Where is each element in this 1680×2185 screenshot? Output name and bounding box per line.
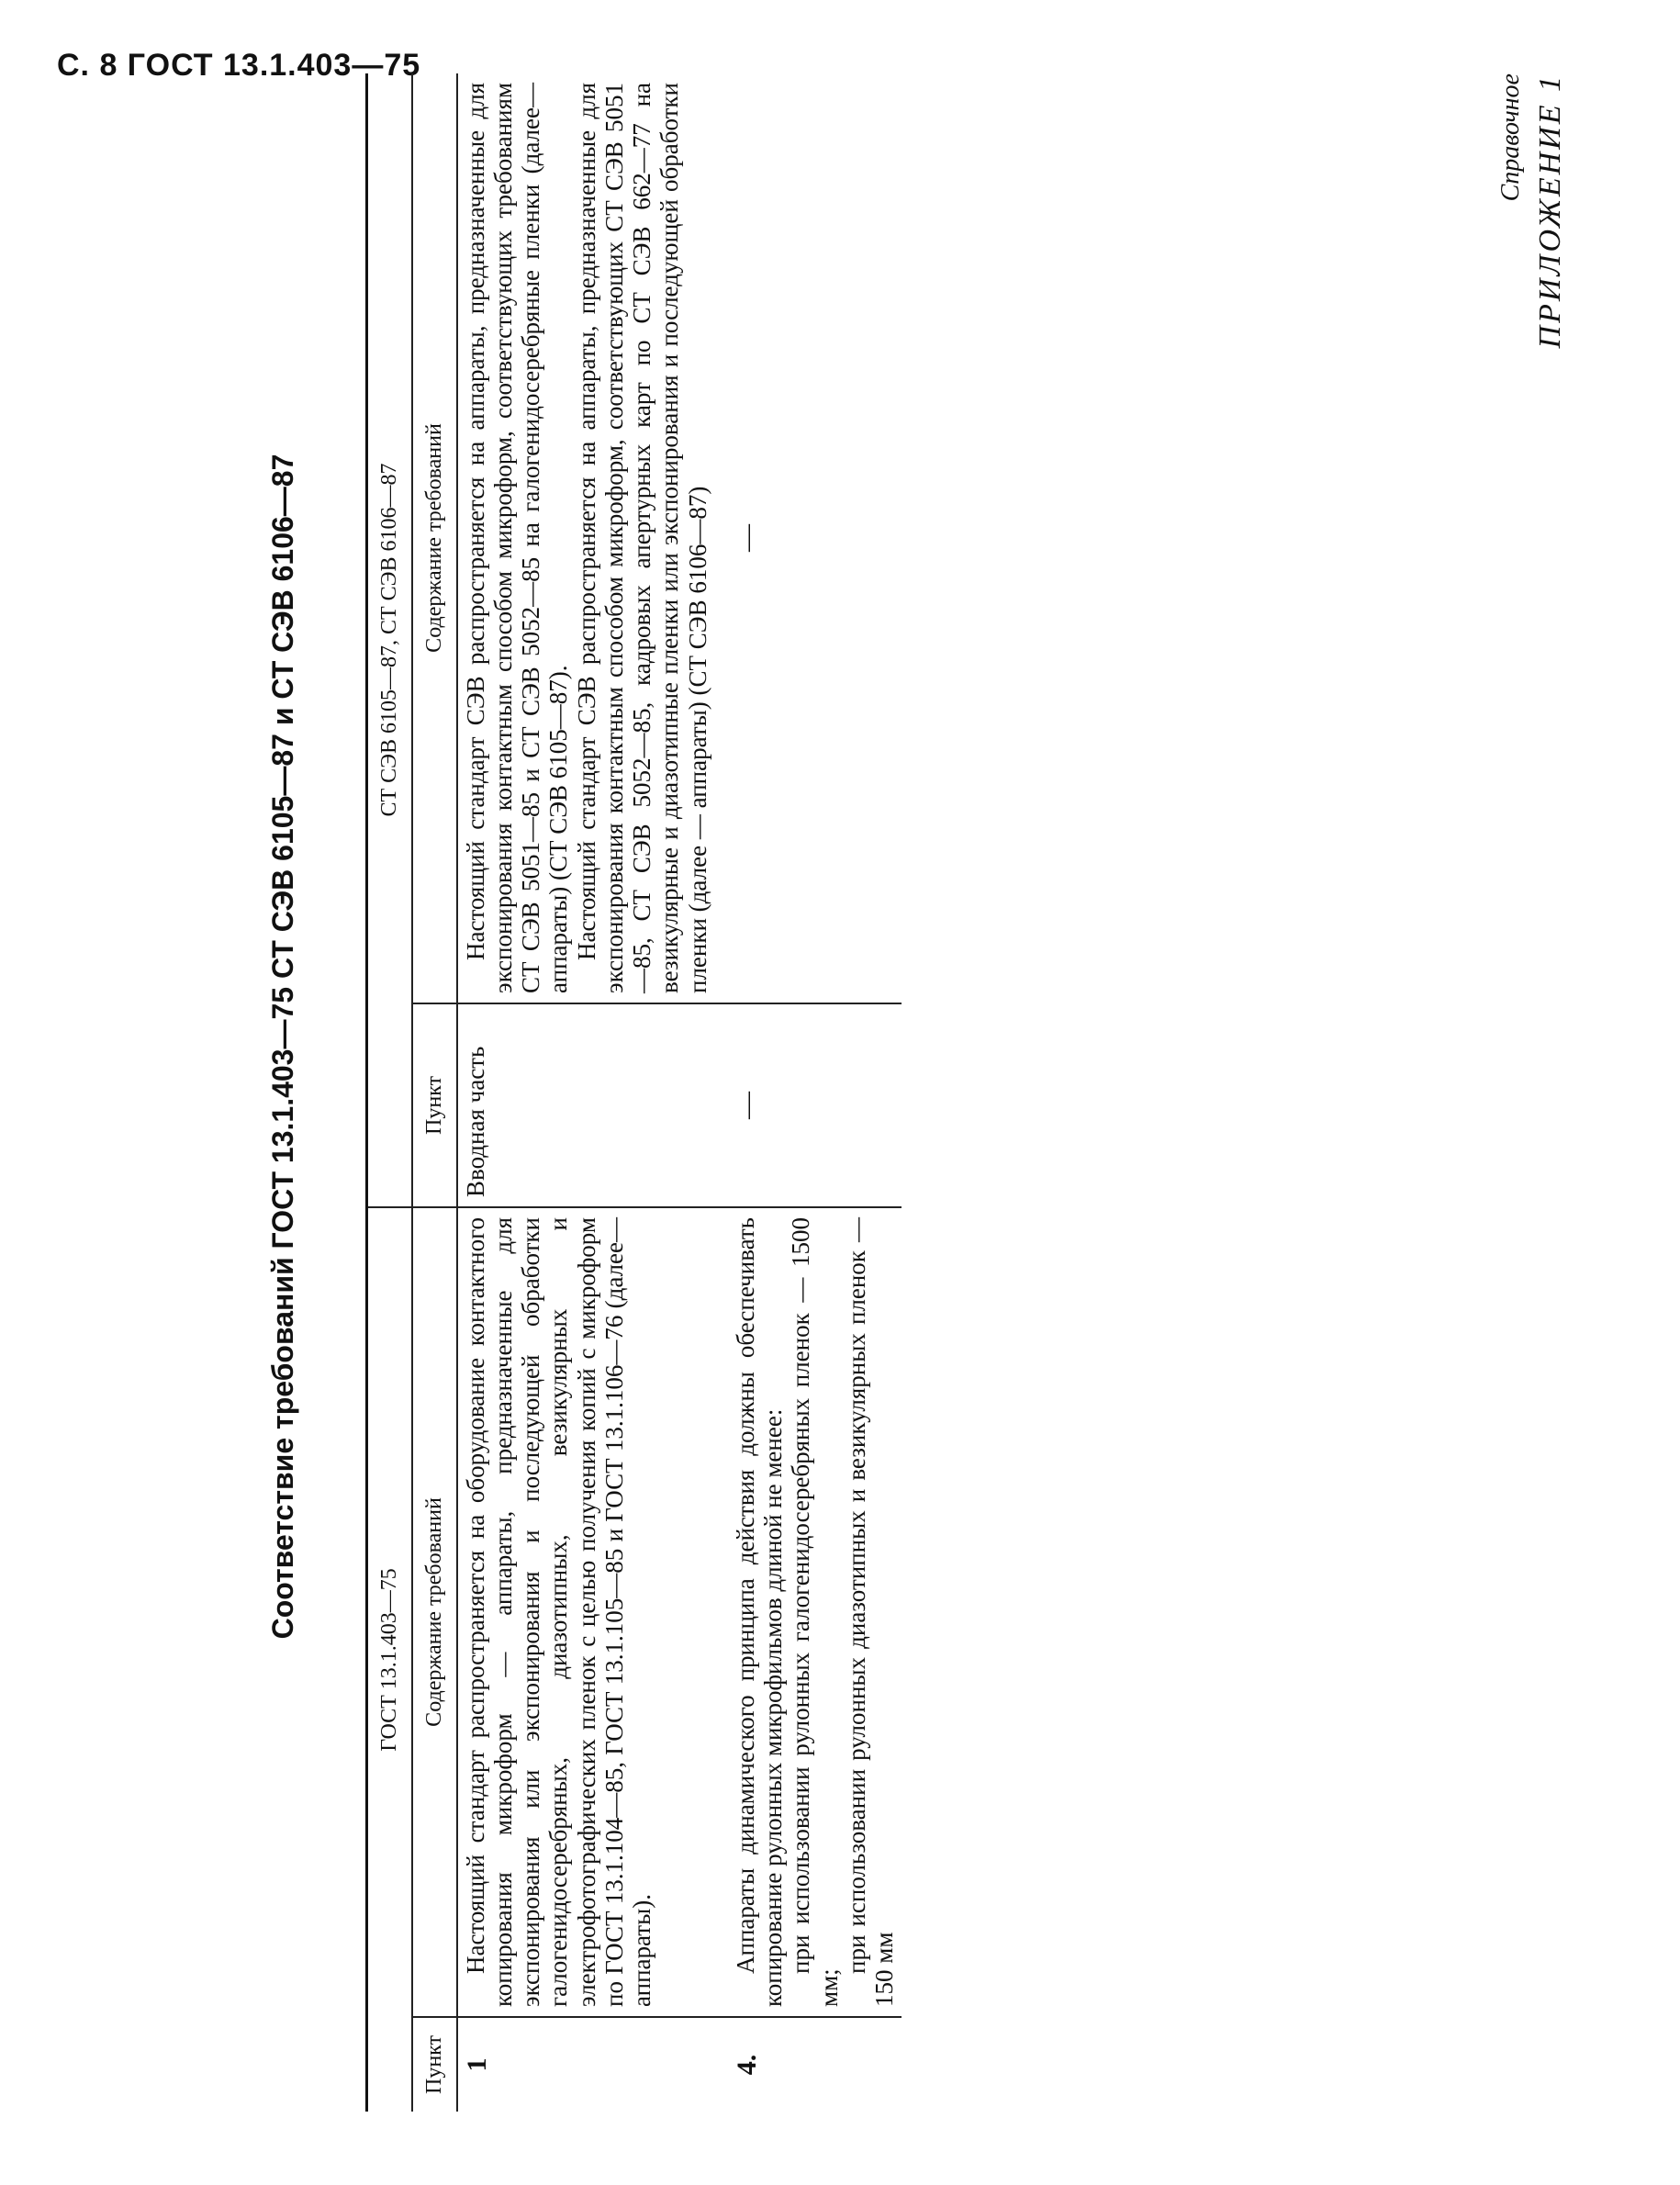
header-group-gost: ГОСТ 13.1.403—75 xyxy=(367,1207,412,2112)
requirement-paragraph: при использовании рулонных галогенидосеребряных пленок — 1500 мм; xyxy=(787,1217,843,2007)
requirement-text xyxy=(457,1207,715,2017)
document-title: Соответствие требований ГОСТ 13.1.403—75 СТ СЭВ 6105—87 и СТ СЭВ 6106—87 xyxy=(266,454,299,1640)
header-item-right: Пункт xyxy=(412,1003,457,1207)
requirement-paragraph: Настоящий стандарт распространяется на оборудование контактного копирования микроформ — аппараты, предназначенные для экспонирования или экспонирования и последующей обработки галогенидосеребряных, диазотипных, везикулярных и электрофотографических пленок с целью получения копий с микроформ по ГОСТ 13.1.104—85, ГОСТ 13.1.105—85 и ГОСТ 13.1.106—76 (далее—аппараты). xyxy=(461,1217,656,2007)
header-group-st-sev: СТ СЭВ 6105—87, СТ СЭВ 6106—87 xyxy=(367,73,412,1207)
appendix-title: ПРИЛОЖЕНИЕ 1 xyxy=(1533,73,1567,349)
header-content-right: Содержание требований xyxy=(412,73,457,1003)
requirement-paragraph: Настоящий стандарт СЭВ распространяется на аппараты, предназначенные для экспонирования контактным способом микроформ, соответствующих СТ СЭВ 5051—85, СТ СЭВ 5052—85, кадровых апертурных карт по СТ СЭВ 662—77 на везикулярные и диазотипные пленки или экспонирования и последующей обработки пленки (далее — аппараты) (СТ СЭВ 6106—87) xyxy=(572,83,711,993)
page-header: С. 8 ГОСТ 13.1.403—75 xyxy=(57,48,421,83)
header-item-left: Пункт xyxy=(412,2017,457,2112)
table-row xyxy=(457,73,715,2112)
item-label: Вводная часть xyxy=(457,1003,715,1207)
item-dash: — xyxy=(715,1003,902,1207)
requirement-paragraph: при использовании рулонных диазотипных и везикулярных пленок — 150 мм xyxy=(842,1217,899,2007)
requirement-text xyxy=(457,73,715,1003)
requirement-text xyxy=(715,1207,902,2017)
rotated-content xyxy=(266,37,1680,2112)
correspondence-table xyxy=(365,73,902,2112)
header-content-left: Содержание требований xyxy=(412,1207,457,2017)
requirement-paragraph: Настоящий стандарт СЭВ распространяется на аппараты, предназначенные для экспонирования контактным способом микроформ, соответствующих требованиям СТ СЭВ 5051—85 и СТ СЭВ 5052—85 на галогенидосеребряные пленки (далее—аппараты) (СТ СЭВ 6105—87). xyxy=(461,83,573,993)
item-number: 4. xyxy=(731,2054,762,2076)
item-number: 1 xyxy=(461,2057,492,2072)
requirement-dash: — xyxy=(715,73,902,1003)
table-row xyxy=(715,73,902,2112)
appendix-subtitle: Справочное xyxy=(1496,73,1525,202)
requirement-paragraph: Аппараты динамического принципа действия должны обеспечивать копирование рулонных микрофильмов длиной не менее: xyxy=(731,1217,788,2007)
